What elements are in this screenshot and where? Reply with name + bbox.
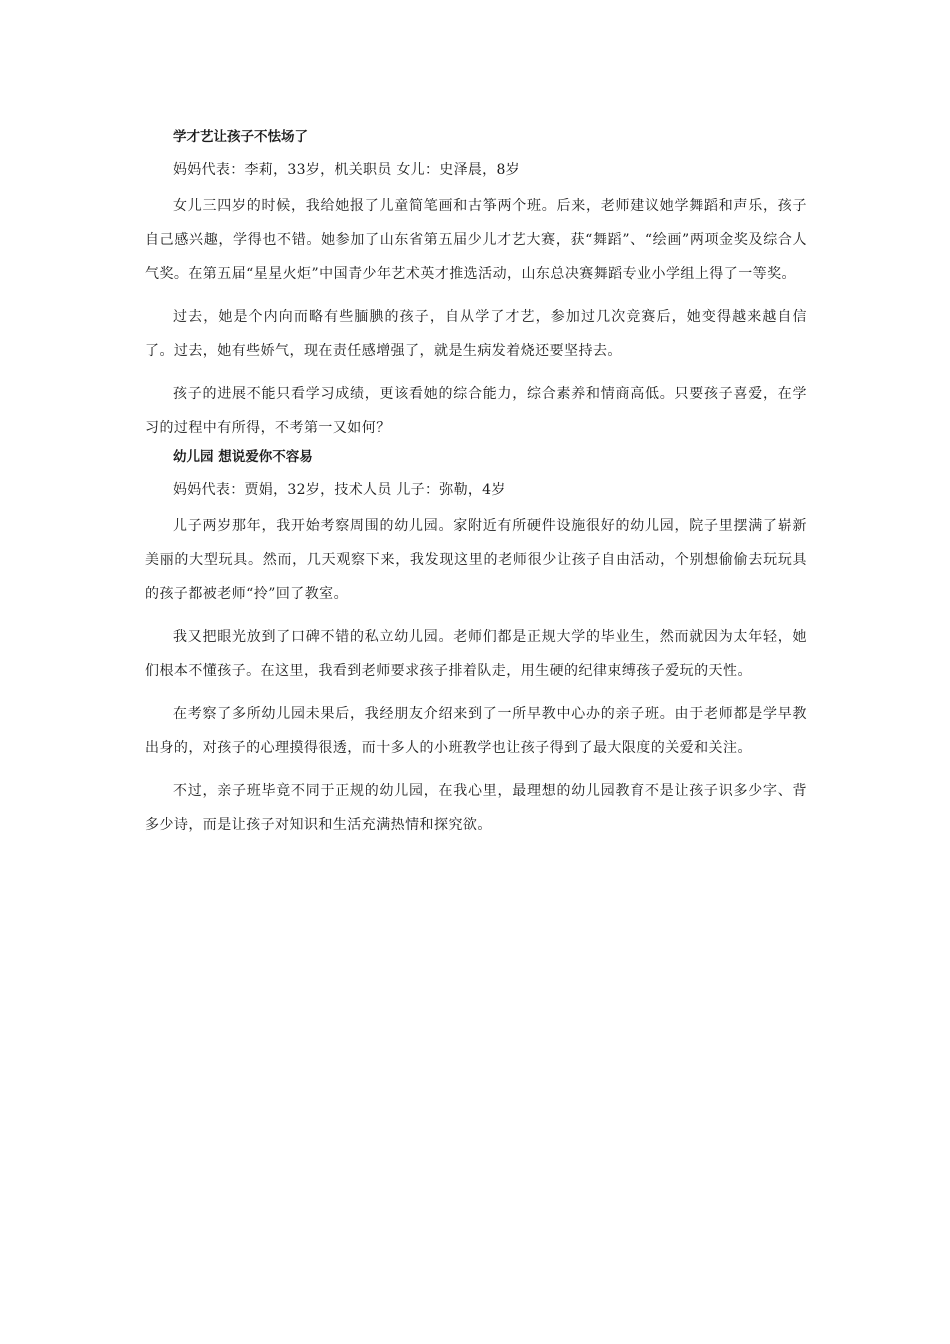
section-talent <box>145 127 807 445</box>
section-meta: 妈妈代表：李莉，33岁，机关职员 女儿：史泽晨，8岁 <box>173 162 520 178</box>
document-page <box>145 118 807 842</box>
section-title: 学才艺让孩子不怯场了 <box>173 129 308 145</box>
paragraph: 不过，亲子班毕竟不同于正规的幼儿园，在我心里，最理想的幼儿园教育不是让孩子识多少字、背多少诗，而是让孩子对知识和生活充满热情和探究欲。 <box>145 783 807 833</box>
paragraph: 孩子的进展不能只看学习成绩，更该看她的综合能力，综合素养和情商高低。只要孩子喜爱，在学习的过程中有所得，不考第一又如何？ <box>145 386 807 436</box>
section-title: 幼儿园 想说爱你不容易 <box>173 449 313 465</box>
paragraph: 在考察了多所幼儿园未果后，我经朋友介绍来到了一所早教中心办的亲子班。由于老师都是学早教出身的，对孩子的心理摸得很透，而十多人的小班教学也让孩子得到了最大限度的关爱和关注。 <box>145 706 807 756</box>
paragraph: 我又把眼光放到了口碑不错的私立幼儿园。老师们都是正规大学的毕业生，然而就因为太年轻，她们根本不懂孩子。在这里，我看到老师要求孩子排着队走，用生硬的纪律束缚孩子爱玩的天性。 <box>145 629 807 679</box>
section-kindergarten <box>145 447 807 842</box>
paragraph: 女儿三四岁的时候，我给她报了儿童简笔画和古筝两个班。后来，老师建议她学舞蹈和声乐，孩子自己感兴趣，学得也不错。她参加了山东省第五届少儿才艺大赛，获“舞蹈”、“绘画”两项金奖及综合人气奖。在第五届“星星火炬”中国青少年艺术英才推选活动，山东总决赛舞蹈专业小学组上得了一等奖。 <box>145 198 807 282</box>
section-meta: 妈妈代表：贾娟，32岁，技术人员 儿子：弥勒，4岁 <box>173 482 506 498</box>
paragraph: 儿子两岁那年，我开始考察周围的幼儿园。家附近有所硬件设施很好的幼儿园，院子里摆满了崭新美丽的大型玩具。然而，几天观察下来，我发现这里的老师很少让孩子自由活动，个别想偷偷去玩玩具的孩子都被老师“拎”回了教室。 <box>145 518 807 602</box>
paragraph: 过去，她是个内向而略有些腼腆的孩子，自从学了才艺，参加过几次竞赛后，她变得越来越自信了。过去，她有些娇气，现在责任感增强了，就是生病发着烧还要坚持去。 <box>145 309 807 359</box>
